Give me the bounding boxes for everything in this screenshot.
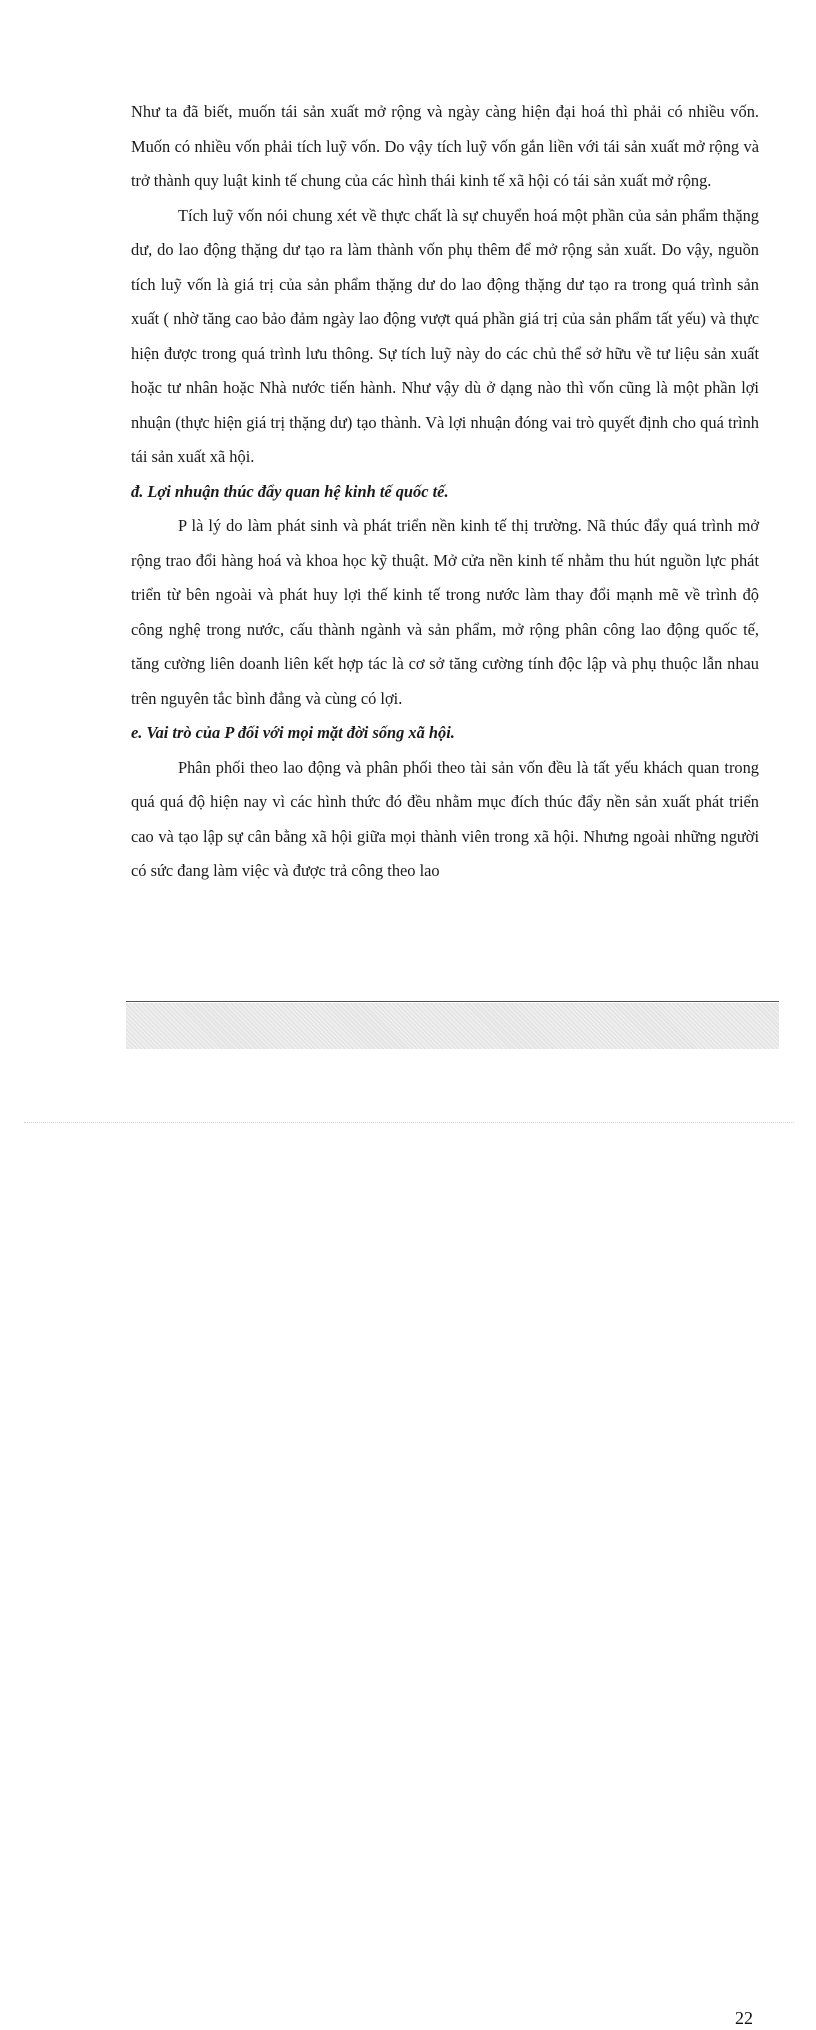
- footer-divider: [126, 1001, 779, 1002]
- page-number: 22: [735, 2008, 753, 2028]
- section-heading-international: đ. Lợi nhuận thúc đẩy quan hệ kinh tế quốc tế.: [131, 481, 449, 501]
- paragraph-intro: Như ta đã biết, muốn tái sản xuất mở rộng và ngày càng hiện đại hoá thì phải có nhiều vốn. Muốn có nhiều vốn phải tích luỹ vốn. Do vậy tích luỹ vốn gắn liền với tái sản xuất mở rộng và trở thành quy luật kinh tế chung của các hình thái kinh tế xã hội có tái sản xuất mở rộng.: [131, 102, 759, 190]
- section-heading-social-role: e. Vai trò của P đối với mọi mặt đời sống xã hội.: [131, 723, 455, 742]
- paragraph-distribution: Phân phối theo lao động và phân phối theo tài sản vốn đều là tất yếu khách quan trong quá quá độ hiện nay vì các hình thức đó đều nhằm mục đích thúc đẩy nền sản xuất phát triển cao và tạo lập sự cân bằng xã hội giữa mọi thành viên trong xã hội. Nhưng ngoài những người có sức đang làm việc và được trả công theo lao: [131, 757, 759, 880]
- paragraph-capital-accumulation: Tích luỹ vốn nói chung xét về thực chất là sự chuyển hoá một phần của sản phẩm thặng dư, do lao động thặng dư tạo ra làm thành vốn phụ thêm để mở rộng sản xuất. Do vậy, nguồn tích luỹ vốn là giá trị của sản phẩm thặng dư do lao động thặng dư tạo ra trong quá trình sản xuất ( nhờ tăng cao bảo đảm ngày lao động vượt quá phần giá trị của sản phẩm tất yếu) và thực hiện được trong quá trình lưu thông. Sự tích luỹ này do các chủ thể sở hữu về tư liệu sản xuất hoặc tư nhân hoặc Nhà nước tiến hành. Như vậy dù ở dạng nào thì vốn cũng là một phần lợi nhuận (thực hiện giá trị thặng dư) tạo thành. Và lợi nhuận đóng vai trò quyết định cho quá trình tái sản xuất xã hội.: [131, 205, 759, 466]
- paragraph-international-relations: P là lý do làm phát sinh và phát triển nền kinh tế thị trường. Nã thúc đẩy quá trình mở rộng trao đổi hàng hoá và khoa học kỹ thuật. Mở cửa nền kinh tế nhằm thu hút nguồn lực phát triển từ bên ngoài và phát huy lợi thế kinh tế trong nước làm thay đổi mạnh mẽ về trình độ công nghệ trong nước, cấu thành ngành và sản phẩm, mở rộng phân công lao động quốc tế, tăng cường liên doanh liên kết hợp tác là cơ sở tăng cường tính độc lập và phụ thuộc lẫn nhau trên nguyên tắc bình đẳng và cùng có lợi.: [131, 516, 759, 708]
- body-text: [131, 95, 759, 889]
- footer-band: [126, 1003, 779, 2028]
